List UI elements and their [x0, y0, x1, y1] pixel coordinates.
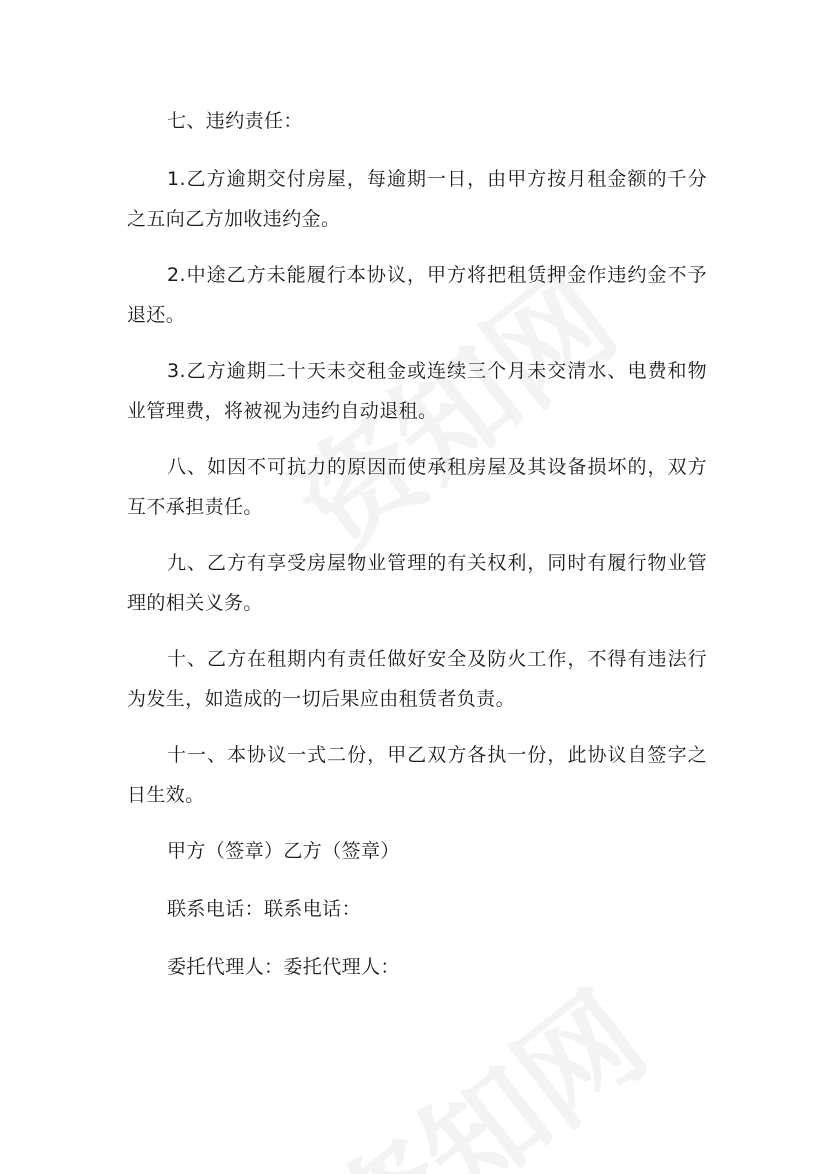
clause-late-rent: 3.乙方逾期二十天未交租金或连续三个月未交清水、电费和物业管理费，将被视为违约自动退租。 [127, 360, 707, 422]
signature-line: 甲方（签章）乙方（签章） [167, 840, 400, 862]
agent-line: 委托代理人：委托代理人： [167, 956, 400, 978]
clause-property-management: 九、乙方有享受房屋物业管理的有关权利，同时有履行物业管理的相关义务。 [127, 552, 707, 614]
clause-deposit-forfeit: 2.中途乙方未能履行本协议，甲方将把租赁押金作违约金不予退还。 [127, 264, 707, 326]
clause-copies: 十一、本协议一式二份，甲乙双方各执一份，此协议自签字之日生效。 [127, 744, 707, 806]
clause-safety: 十、乙方在租期内有责任做好安全及防火工作，不得有违法行为发生，如造成的一切后果应由租赁者负责。 [127, 648, 707, 710]
section-heading-breach: 七、违约责任： [167, 110, 303, 132]
phone-line: 联系电话：联系电话： [167, 898, 362, 920]
clause-force-majeure: 八、如因不可抗力的原因而使承租房屋及其设备损坏的，双方互不承担责任。 [127, 456, 707, 518]
document-body [127, 101, 707, 1005]
clause-late-delivery: 1.乙方逾期交付房屋，每逾期一日，由甲方按月租金额的千分之五向乙方加收违约金。 [127, 168, 707, 230]
